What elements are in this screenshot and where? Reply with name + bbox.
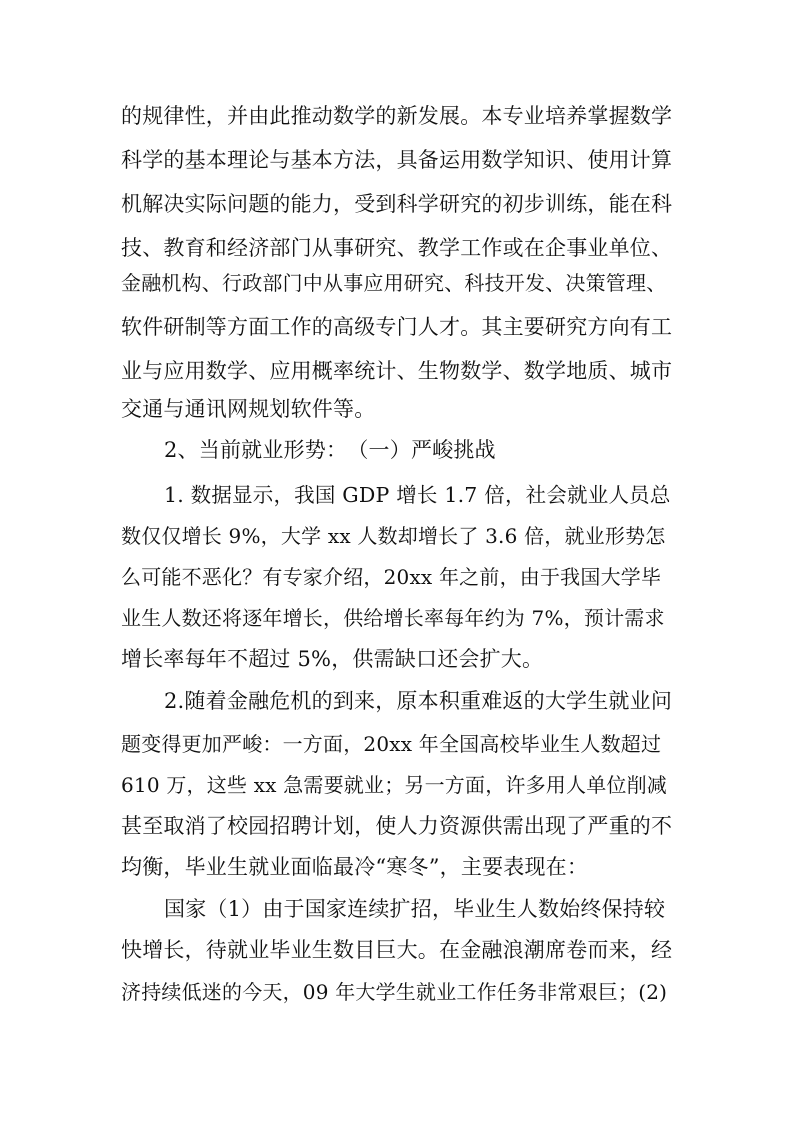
text-line: 金融机构、行政部门中从事应用研究、科技开发、决策管理、 — [121, 271, 667, 295]
text-line: 业生人数还将逐年增长，供给增长率每年约为 7%，预计需求 — [121, 606, 665, 630]
text-line: 济持续低迷的今天，09 年大学生就业工作任务非常艰巨；(2) — [121, 980, 668, 1004]
text-line: 机解决实际问题的能力，受到科学研究的初步训练，能在科 — [121, 192, 673, 216]
text-line: 业与应用数学、应用概率统计、生物数学、数学地质、城市 — [121, 359, 673, 383]
text-line: 数仅仅增长 9%，大学 xx 人数却增长了 3.6 倍，就业形势怎 — [121, 524, 666, 548]
text-line: 技、教育和经济部门从事研究、教学工作或在企事业单位、 — [121, 236, 673, 260]
text-line: 么可能不恶化？有专家介绍，20xx 年之前，由于我国大学毕 — [121, 565, 662, 589]
text-line: 软件研制等方面工作的高级专门人才。其主要研究方向有工 — [121, 315, 673, 339]
text-line: 的规律性，并由此推动数学的新发展。本专业培养掌握数学 — [121, 104, 673, 128]
section-heading: 2、当前就业形势： （一）严峻挑战 — [164, 438, 496, 462]
text-line: 均衡，毕业生就业面临最冷“寒冬”，主要表现在： — [121, 855, 589, 879]
paragraph-start: 2.随着金融危机的到来，原本积重难返的大学生就业问 — [164, 689, 673, 713]
paragraph-start: 1. 数据显示，我国 GDP 增长 1.7 倍，社会就业人员总 — [164, 483, 671, 507]
text-line: 快增长，待就业毕业生数目巨大。在金融浪潮席卷而来，经 — [121, 938, 673, 962]
text-line: 交通与通讯网规划软件等。 — [121, 397, 376, 421]
text-line: 甚至取消了校园招聘计划，使人力资源供需出现了严重的不 — [121, 814, 673, 838]
text-line: 科学的基本理论与基本方法，具备运用数学知识、使用计算 — [121, 148, 673, 172]
text-line: 增长率每年不超过 5%，供需缺口还会扩大。 — [121, 647, 544, 671]
text-line: 题变得更加严峻：一方面，20xx 年全国高校毕业生人数超过 — [121, 732, 662, 756]
paragraph-start: 国家（1）由于国家连续扩招，毕业生人数始终保持较 — [164, 897, 666, 921]
text-line: 610 万，这些 xx 急需要就业；另一方面，许多用人单位削减 — [121, 773, 668, 797]
